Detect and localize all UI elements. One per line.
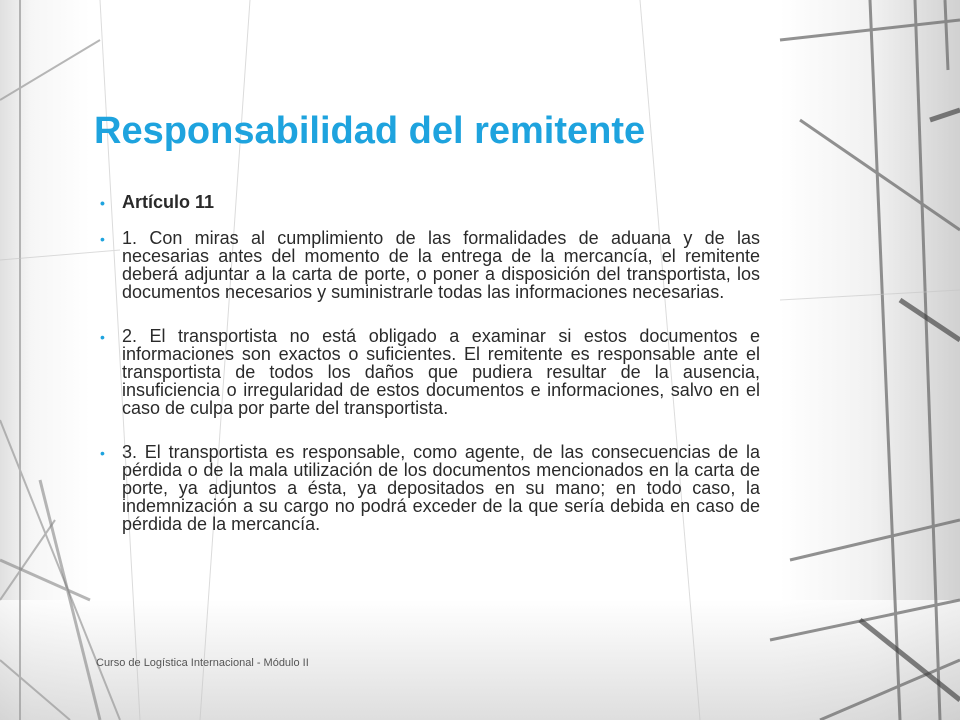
bullet-marker: • — [100, 445, 105, 461]
bullet-text: Artículo 11 — [122, 192, 215, 212]
bullet-list — [100, 193, 760, 559]
bullet-text: 2. El transportista no está obligado a examinar si estos documentos e informaciones son exactos o suficientes. El remitente es responsable ante el transportista de todos los daños que pudiera resultar de la ausencia, insuficiencia o irregularidad de estos documentos e informaciones, salvo en el caso de culpa por parte del transportista. — [122, 326, 760, 418]
bullet-item-paragraph-1 — [100, 229, 760, 301]
bullet-marker: • — [100, 231, 105, 247]
bullet-marker: • — [100, 195, 105, 211]
bullet-text: 1. Con miras al cumplimiento de las formalidades de aduana y de las necesarias antes del momento de la entrega de la mercancía, el remitente deberá adjuntar a la carta de porte, o poner a disposición del transportista, los documentos necesarios y suministrarle todas las informaciones necesarias. — [122, 228, 760, 302]
bullet-text: 3. El transportista es responsable, como agente, de las consecuencias de la pérdida o de la mala utilización de los documentos mencionados en la carta de porte, ya adjuntos a ésta, ya depositados en su mano; en todo caso, la indemnización a su cargo no podrá exceder de la que sería debida en caso de pérdida de la mercancía. — [122, 442, 760, 534]
slide-footer: Curso de Logística Internacional - Módulo II — [96, 657, 309, 669]
bullet-item-paragraph-2 — [100, 327, 760, 417]
bullet-item-article — [100, 193, 760, 211]
slide-title: Responsabilidad del remitente — [94, 110, 646, 152]
bullet-item-paragraph-3 — [100, 443, 760, 533]
bullet-marker: • — [100, 329, 105, 345]
